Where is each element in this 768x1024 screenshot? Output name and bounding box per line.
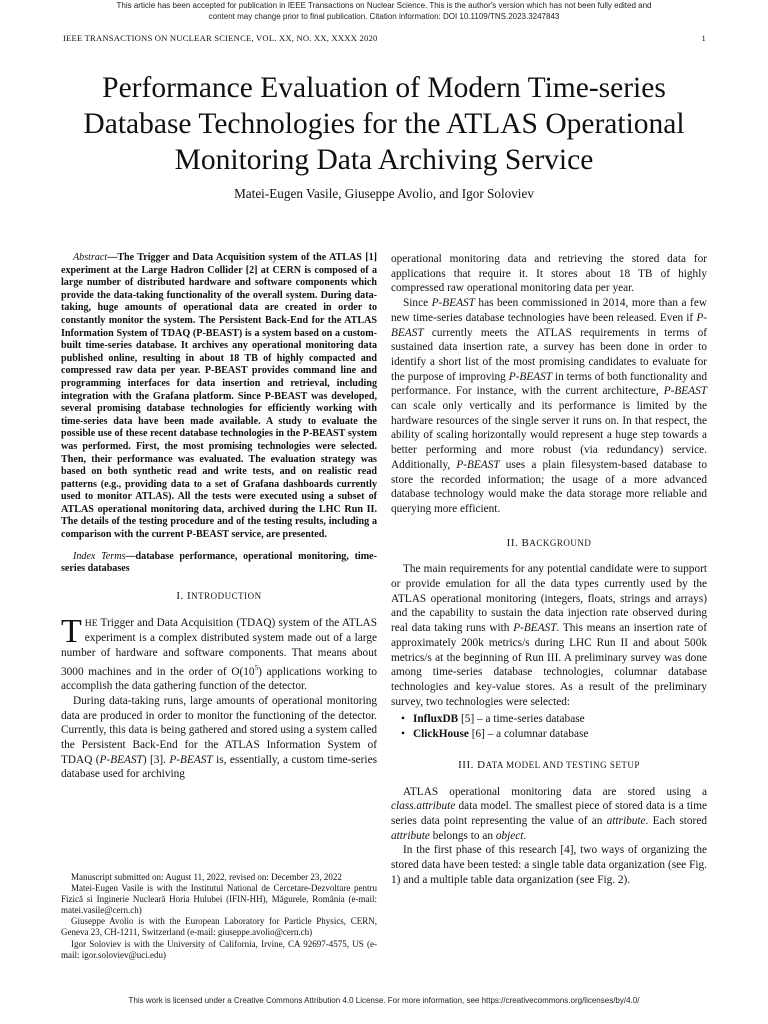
technology-list	[391, 712, 707, 741]
drop-cap: T	[61, 612, 82, 650]
title-line-1: Performance Evaluation of Modern Time-series	[102, 72, 666, 104]
footnotes	[61, 872, 377, 961]
footnote-author-1: Matei-Eugen Vasile is with the Institutul National de Cercetare-Dezvoltare pentru Fizică si Inginerie Nucleară Horia Hulubei (IFIN-HH), Măgurele, România (e-mail: matei.vasile@cern.ch)	[61, 883, 377, 916]
intro-paragraph-3: operational monitoring data and retrieving the stored data for applications that require it. It stores about 18 TB of highly compressed raw operational monitoring data per year.	[391, 253, 707, 295]
index-terms-text: —database performance, operational monitoring, time-series databases	[61, 550, 377, 575]
notice-line-1: This article has been accepted for publication in IEEE Transactions on Nuclear Science. This is the author's version which has not been fully edited and	[116, 1, 652, 10]
left-column	[61, 252, 377, 782]
list-item: • InfluxDB [5] – a time-series database	[401, 713, 585, 726]
index-terms	[61, 551, 377, 576]
background-paragraph: The main requirements for any potential candidate were to support or provide emulation for all the data types currently used by the ATLAS operational monitoring (integers, floats, strings and arrays) and the capability to sustain the data injection rate observed during real data taking runs with P-BEAST. This means an insertion rate of approximately 200k metrics/s during LHC Run II and about 500k metrics/s at the beginning of Run III. A preliminary survey was done among time-series database technologies, columnar database technologies and key-value stores. As a result of the preliminary survey, two technologies were selected:	[391, 563, 707, 708]
page-number: 1	[701, 33, 706, 43]
abstract-text: —The Trigger and Data Acquisition system of the ATLAS [1] experiment at the Large Hadron Collider [2] at CERN is composed of a large number of distributed hardware and software components which provide the data-taking functionality of the overall system. During data-taking, huge amounts of operational data are created in order to constantly monitor the system. The Persistent Back-End for the ATLAS Information System of TDAQ (P-BEAST) is a system based on a custom-built time-series database. It archives any operational monitoring data published online, resulting in about 18 TB of highly compacted and compressed raw data per year. P-BEAST provides command line and programming interfaces for data insertion and retrieval, including integration with the Grafana platform. Since P-BEAST was developed, several promising database technologies for efficiently working with time-series data have been made available. A study to evaluate the possible use of these recent database technologies in the P-BEAST system was performed. First, the most promising technologies were selected. Then, their performance was evaluated. The evaluation strategy was based on both synthetic read and write tests, and on realistic read patterns (e.g., providing data to a set of Grafana dashboards currently used to monitor ATLAS). All the tests were executed using a subset of ATLAS operational monitoring data, archived during the LHC Run II. The details of the testing procedure and of the testing results, including a comparison with the current P-BEAST service, are presented.	[61, 252, 377, 541]
section-heading-introduction: I. INTRODUCTION	[176, 589, 262, 602]
bullet-icon: •	[401, 713, 405, 726]
author-list: Matei-Eugen Vasile, Giuseppe Avolio, and Igor Soloviev	[234, 186, 534, 201]
running-header	[63, 33, 706, 43]
running-head-text: IEEE TRANSACTIONS ON NUCLEAR SCIENCE, VOL. XX, NO. XX, XXXX 2020	[63, 33, 378, 43]
bullet-icon: •	[401, 728, 405, 741]
intro-paragraph-2: During data-taking runs, large amounts of operational monitoring data are produced in order to monitor the functioning of the detector. Currently, this data is being gathered and stored using a system called the Persistent Back-End for the ATLAS Information System of TDAQ (P-BEAST) [3]. P-BEAST is, essentially, a custom time-series database used for archiving	[61, 694, 377, 781]
section-heading-data-model: III. DATA MODEL AND TESTING SETUP	[458, 758, 640, 771]
paper-title	[40, 70, 728, 178]
footnote-author-2: Giuseppe Avolio is with the European Laboratory for Particle Physics, CERN, Geneva 23, CH-1211, Switzerland (e-mail: giuseppe.avolio@cern.ch)	[61, 916, 377, 938]
datamodel-paragraph-2: In the first phase of this research [4], two ways of organizing the stored data have been tested: a single table data organization (see Fig. 1) and a multiple table data organization (see Fig. 2).	[391, 844, 707, 886]
footnote-submission: Manuscript submitted on: August 11, 2022, revised on: December 23, 2022	[71, 872, 342, 882]
right-column	[391, 252, 707, 887]
index-terms-lead: Index Terms	[73, 550, 126, 562]
intro-paragraph-1: THE Trigger and Data Acquisition (TDAQ) system of the ATLAS experiment is a complex distributed system made out of a large number of hardware and software components. That means about 3000 machines and in the order of $O(10^5)$ applications working to accomplish the data gathering function of the detector.	[61, 612, 377, 693]
list-item: • ClickHouse [6] – a columnar database	[401, 728, 589, 741]
notice-line-2: content may change prior to final publication. Citation information: DOI 10.1109/TNS.2023.3247843	[208, 12, 560, 21]
abstract	[61, 252, 377, 542]
license-notice: This work is licensed under a Creative Commons Attribution 4.0 License. For more information, see https://creativecommons.org/licenses/by/4.0/	[128, 996, 640, 1005]
title-line-2: Database Technologies for the ATLAS Operational	[83, 108, 685, 140]
abstract-lead: Abstract	[73, 252, 108, 263]
publication-notice	[0, 0, 768, 22]
datamodel-paragraph-1: ATLAS operational monitoring data are stored using a class.attribute data model. The smallest piece of stored data is a time series data point representing the value of an attribute. Each stored attribute belongs to an object.	[391, 785, 707, 842]
section-heading-background: II. BACKGROUND	[506, 536, 592, 549]
intro-paragraph-4: Since P-BEAST has been commissioned in 2014, more than a few new time-series database technologies have been released. Even if P-BEAST currently meets the ATLAS requirements in terms of sustained data insertion rate, a survey has been done in order to identify a short list of the most promising candidates to evaluate for the purpose of improving P-BEAST in terms of both functionality and performance. For instance, with the current architecture, P-BEAST can scale only vertically and its performance is limited by the hardware resources of the single server it runs on. In that respect, the ability of scaling horizontally would represent a huge step towards a better performing and more robust (via redundancy) service. Additionally, P-BEAST uses a plain filesystem-based database to store the recorded information; the usage of a more advanced database technology would make the data storage more reliable and querying more efficient.	[391, 297, 707, 515]
footnote-author-3: Igor Soloviev is with the University of California, Irvine, CA 92697-4575, US (e-mail: igor.soloviev@uci.edu)	[61, 938, 377, 960]
title-line-3: Monitoring Data Archiving Service	[174, 144, 594, 176]
